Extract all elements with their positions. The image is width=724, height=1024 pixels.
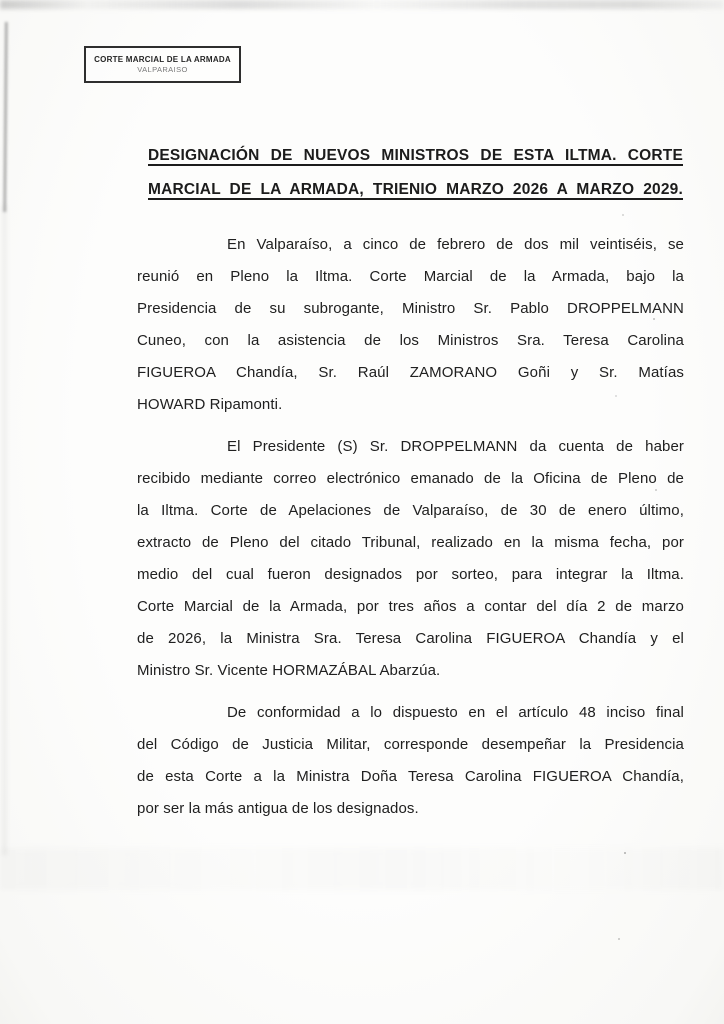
paragraph-3 — [137, 697, 684, 825]
text-line: El Presidente (S) Sr. DROPPELMANN da cuenta de haber — [227, 438, 684, 455]
text-line: Presidencia de su subrogante, Ministro Sr. Pablo DROPPELMANN — [137, 300, 684, 317]
scan-edge-top-artifact — [0, 0, 724, 9]
text-line: por ser la más antigua de los designados. — [137, 800, 419, 817]
text-line: recibido mediante correo electrónico emanado de la Oficina de Pleno de — [137, 470, 684, 487]
text-line: reunió en Pleno la Iltma. Corte Marcial de la Armada, bajo la — [137, 268, 684, 285]
text-line: la Iltma. Corte de Apelaciones de Valparaíso, de 30 de enero último, — [137, 502, 684, 519]
stamp-court-name: CORTE MARCIAL DE LA ARMADA — [94, 55, 231, 64]
document-body — [137, 229, 684, 835]
document-title — [148, 139, 683, 207]
paragraph-2 — [137, 431, 684, 687]
stamp-city: VALPARAISO — [137, 65, 188, 74]
text-line: Corte Marcial de la Armada, por tres años a contar del día 2 de marzo — [137, 598, 684, 615]
text-line: HOWARD Ripamonti. — [137, 396, 283, 413]
text-line: Ministro Sr. Vicente HORMAZÁBAL Abarzúa. — [137, 662, 441, 679]
text-line: De conformidad a lo dispuesto en el artículo 48 inciso final — [227, 704, 684, 721]
scan-noise-band — [0, 848, 724, 890]
text-line: FIGUEROA Chandía, Sr. Raúl ZAMORANO Goñi y Sr. Matías — [137, 364, 684, 381]
text-line: de esta Corte a la Ministra Doña Teresa Carolina FIGUEROA Chandía, — [137, 768, 684, 785]
title-line-2: MARCIAL DE LA ARMADA, TRIENIO MARZO 2026 A MARZO 2029. — [148, 181, 683, 198]
text-line: En Valparaíso, a cinco de febrero de dos mil veintiséis, se — [227, 236, 684, 253]
court-stamp — [84, 46, 241, 83]
text-line: extracto de Pleno del citado Tribunal, realizado en la misma fecha, por — [137, 534, 684, 551]
text-line: del Código de Justicia Militar, corresponde desempeñar la Presidencia — [137, 736, 684, 753]
scan-edge-left-faint-artifact — [2, 205, 7, 855]
title-line-1: DESIGNACIÓN DE NUEVOS MINISTROS DE ESTA ILTMA. CORTE — [148, 147, 683, 164]
text-line: medio del cual fueron designados por sorteo, para integrar la Iltma. — [137, 566, 684, 583]
scan-edge-left-artifact — [3, 22, 8, 212]
scan-speck-artifacts — [0, 0, 2, 2]
text-line: de 2026, la Ministra Sra. Teresa Carolina FIGUEROA Chandía y el — [137, 630, 684, 647]
paragraph-1 — [137, 229, 684, 421]
text-line: Cuneo, con la asistencia de los Ministros Sra. Teresa Carolina — [137, 332, 684, 349]
